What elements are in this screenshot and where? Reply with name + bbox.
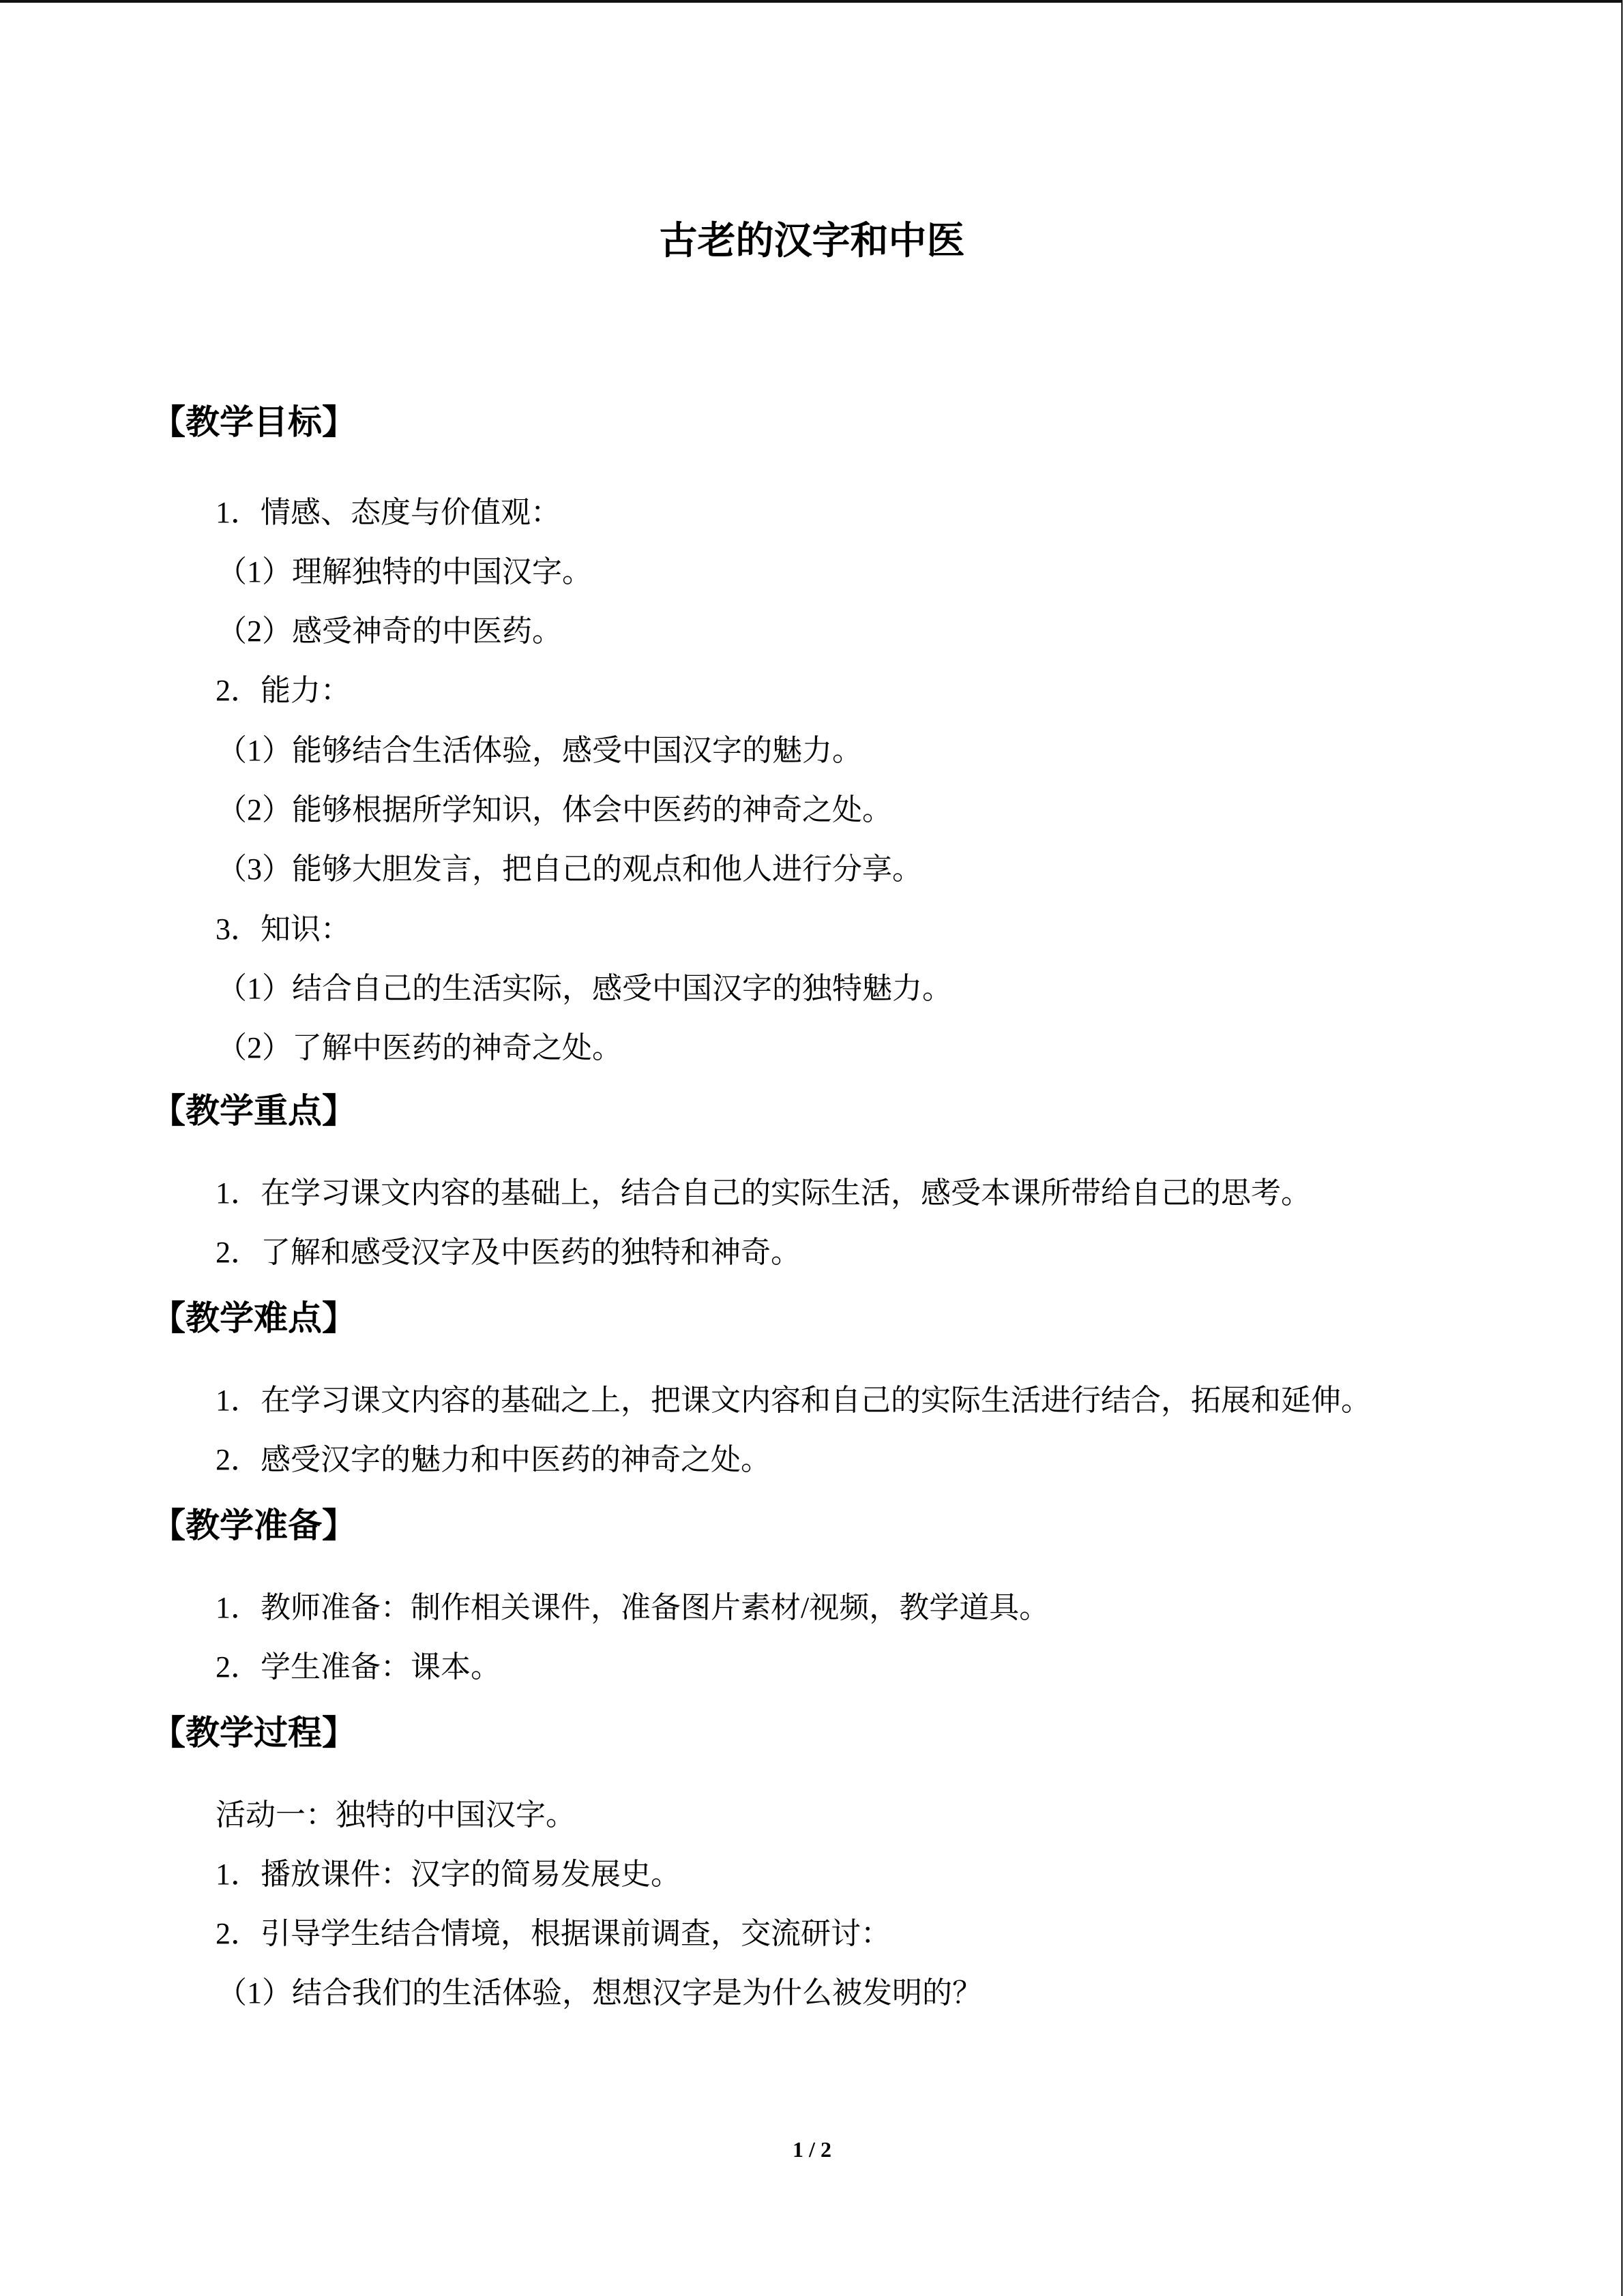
section-heading-teaching-process: 【教学过程】 [151,1714,356,1752]
preparation-item: 1．教师准备：制作相关课件，准备图片素材/视频，教学道具。 [216,1591,1050,1624]
objective-subitem: （1）能够结合生活体验，感受中国汉字的魅力。 [217,734,862,767]
objective-subitem: （1）理解独特的中国汉字。 [217,555,592,588]
preparation-item: 2．学生准备：课本。 [216,1650,501,1684]
process-subitem: （1）结合我们的生活体验，想想汉字是为什么被发明的？ [217,1976,982,2010]
process-item: 2．引导学生结合情境，根据课前调查，交流研讨： [216,1917,891,1950]
objective-item: 1．情感、态度与价值观： [216,496,561,529]
objective-subitem: （2）能够根据所学知识，体会中医药的神奇之处。 [217,793,892,826]
objective-subitem: （1）结合自己的生活实际，感受中国汉字的独特魅力。 [217,972,952,1005]
key-point-item: 2．了解和感受汉字及中医药的独特和神奇。 [216,1236,801,1269]
difficulty-item: 2．感受汉字的魅力和中医药的神奇之处。 [216,1443,771,1476]
section-heading-teaching-objectives: 【教学目标】 [151,403,356,441]
objective-item: 3．知识： [216,912,351,946]
section-heading-key-points: 【教学重点】 [151,1092,356,1130]
page-number: 1 / 2 [793,2137,831,2162]
key-point-item: 1．在学习课文内容的基础上，结合自己的实际生活，感受本课所带给自己的思考。 [216,1176,1311,1210]
activity-title: 活动一：独特的中国汉字。 [216,1798,576,1832]
section-heading-difficulties: 【教学难点】 [151,1299,356,1337]
process-item: 1．播放课件：汉字的简易发展史。 [216,1858,681,1891]
objective-subitem: （2）感受神奇的中医药。 [217,614,562,648]
objective-subitem: （2）了解中医药的神奇之处。 [217,1031,622,1064]
objective-item: 2．能力： [216,674,351,707]
section-heading-preparation: 【教学准备】 [151,1506,356,1545]
objective-subitem: （3）能够大胆发言，把自己的观点和他人进行分享。 [217,852,922,886]
difficulty-item: 1．在学习课文内容的基础之上，把课文内容和自己的实际生活进行结合，拓展和延伸。 [216,1384,1371,1417]
document-title: 古老的汉字和中医 [659,220,965,263]
